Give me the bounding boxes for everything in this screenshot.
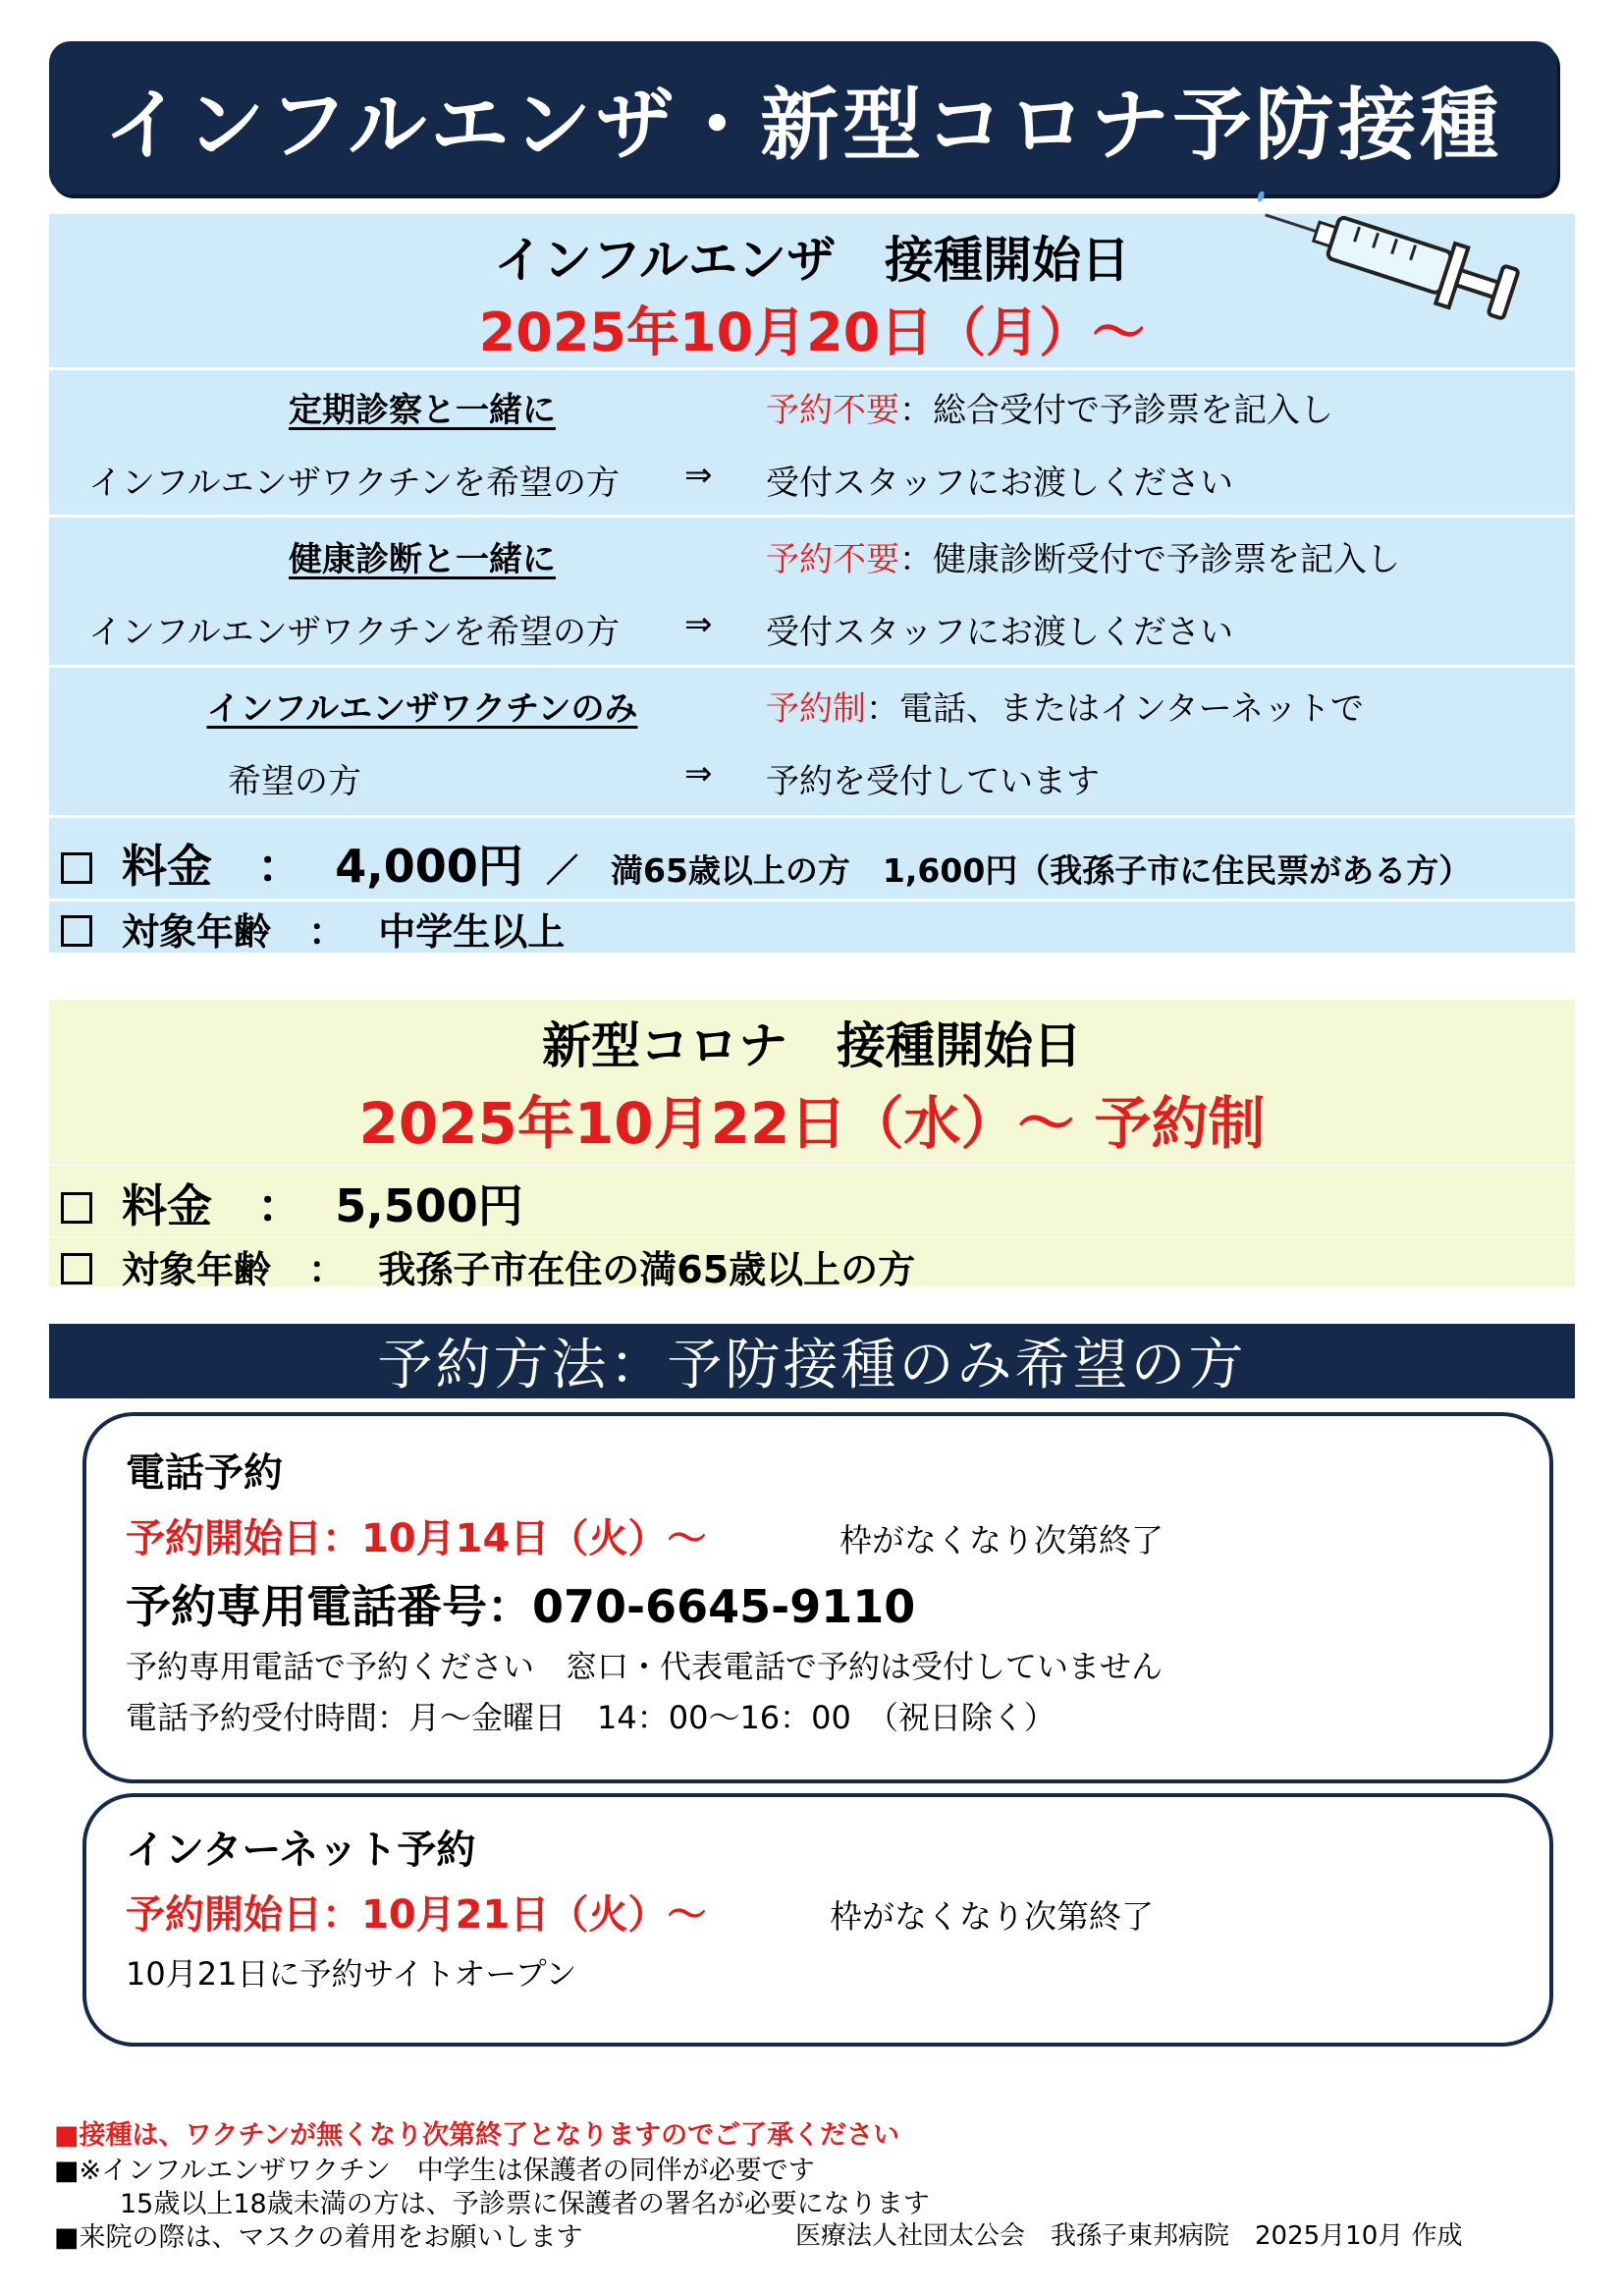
row-1-right-line2: 受付スタッフにお渡しください [766,464,1233,503]
phone-reservation-note-1: 予約専用電話で予約ください 窓口・代表電話で予約は受付していません [126,1648,1164,1685]
covid-fee-label: 料金 ： [122,1179,302,1232]
phone-reservation-start: 予約開始日：10月14日（火）～ [126,1516,707,1561]
internet-reservation-note: 10月21日に予約サイトオープン [126,1955,577,1993]
footer-line-2: ■※インフルエンザワクチン 中学生は保護者の同伴が必要です [54,2156,815,2186]
age-label: 対象年齢 ： [122,910,347,954]
row-3-right-line2: 予約を受付しています [766,762,1100,801]
covid-age-row [61,1239,915,1293]
footer-line-1: ■接種は、ワクチンが無くなり次第終了となりますのでご了承ください [54,2120,900,2151]
fee-note: ／ 満65歳以上の方 1,600円（我孫子市に住民票がある方） [545,851,1472,890]
covid-age-value: 我孫子市在住の満65歳以上の方 [378,1248,916,1291]
reservation-heading-text: 予約方法：予防接種のみ希望の方 [377,1334,1247,1397]
influenza-heading: インフルエンザ 接種開始日 [494,232,1130,289]
row-2-right-line2: 受付スタッフにお渡しください [766,613,1233,652]
checkbox-icon [61,1253,92,1285]
influenza-start-date: 2025年10月20日（月）～ [478,301,1146,363]
row-3-right-text: ：電話、またはインターネットで [866,689,1364,729]
title-banner [49,41,1557,194]
syringe-icon [1218,191,1542,329]
footer-issuer: 医療法人社団太公会 我孫子東邦病院 2025月10月 作成 [795,2221,1463,2251]
fee-value: 4,000円 [335,840,523,893]
covid-age-label: 対象年齢 ： [122,1248,347,1291]
row-3-title: インフルエンザワクチンのみ [206,689,638,729]
age-value: 中学生以上 [378,910,566,954]
influenza-age-row [61,902,565,956]
row-1-arrow: ⇒ [684,456,713,495]
row-2-tag: 予約不要 [766,540,899,579]
row-2-title: 健康診断と一緒に [289,540,556,579]
fee-label: 料金 ： [122,840,302,893]
phone-reservation-end-note: 枠がなくなり次第終了 [839,1521,1164,1559]
phone-number: 予約専用電話番号：070-6645-9110 [126,1580,916,1633]
influenza-fee-row [61,831,1471,896]
page-title: インフルエンザ・新型コロナ予防接種 [103,79,1503,171]
row-2-subtitle: インフルエンザワクチンを希望の方 [88,613,620,652]
checkbox-icon [61,1192,92,1224]
reservation-heading [49,1324,1575,1398]
covid-fee-row [61,1171,523,1235]
phone-reservation-note-2: 電話予約受付時間：月～金曜日 14：00～16：00 （祝日除く） [126,1699,1056,1736]
footer-line-3: 15歳以上18歳未満の方は、予診票に保護者の署名が必要になります [120,2189,930,2219]
footer-line-4: ■来院の際は、マスクの着用をお願いします [54,2222,583,2253]
row-2-right-text: ：健康診断受付で予診票を記入し [899,540,1400,579]
row-1-subtitle: インフルエンザワクチンを希望の方 [88,464,620,503]
covid-fee-value: 5,500円 [335,1179,523,1232]
checkbox-icon [61,915,92,947]
row-3-right-line1 [766,682,1364,730]
phone-reservation-title: 電話予約 [126,1450,283,1496]
covid-heading: 新型コロナ 接種開始日 [542,1017,1082,1074]
row-3-arrow: ⇒ [684,754,713,793]
internet-reservation-end-note: 枠がなくなり次第終了 [830,1897,1154,1936]
covid-start-date: 2025年10月22日（水）～ 予約制 [358,1090,1266,1157]
row-1-title: 定期診察と一緒に [289,391,556,430]
row-2-right-line1 [766,532,1400,580]
internet-reservation-title: インターネット予約 [126,1828,476,1873]
row-1-right-text: ：総合受付で予診票を記入し [899,391,1333,430]
row-3-subtitle: 希望の方 [228,762,361,801]
row-1-tag: 予約不要 [766,391,899,430]
row-3-tag: 予約制 [766,689,866,729]
internet-reservation-start: 予約開始日：10月21日（火）～ [126,1892,707,1938]
checkbox-icon [61,852,92,884]
row-2-arrow: ⇒ [684,605,713,644]
row-1-right-line1 [766,383,1333,431]
